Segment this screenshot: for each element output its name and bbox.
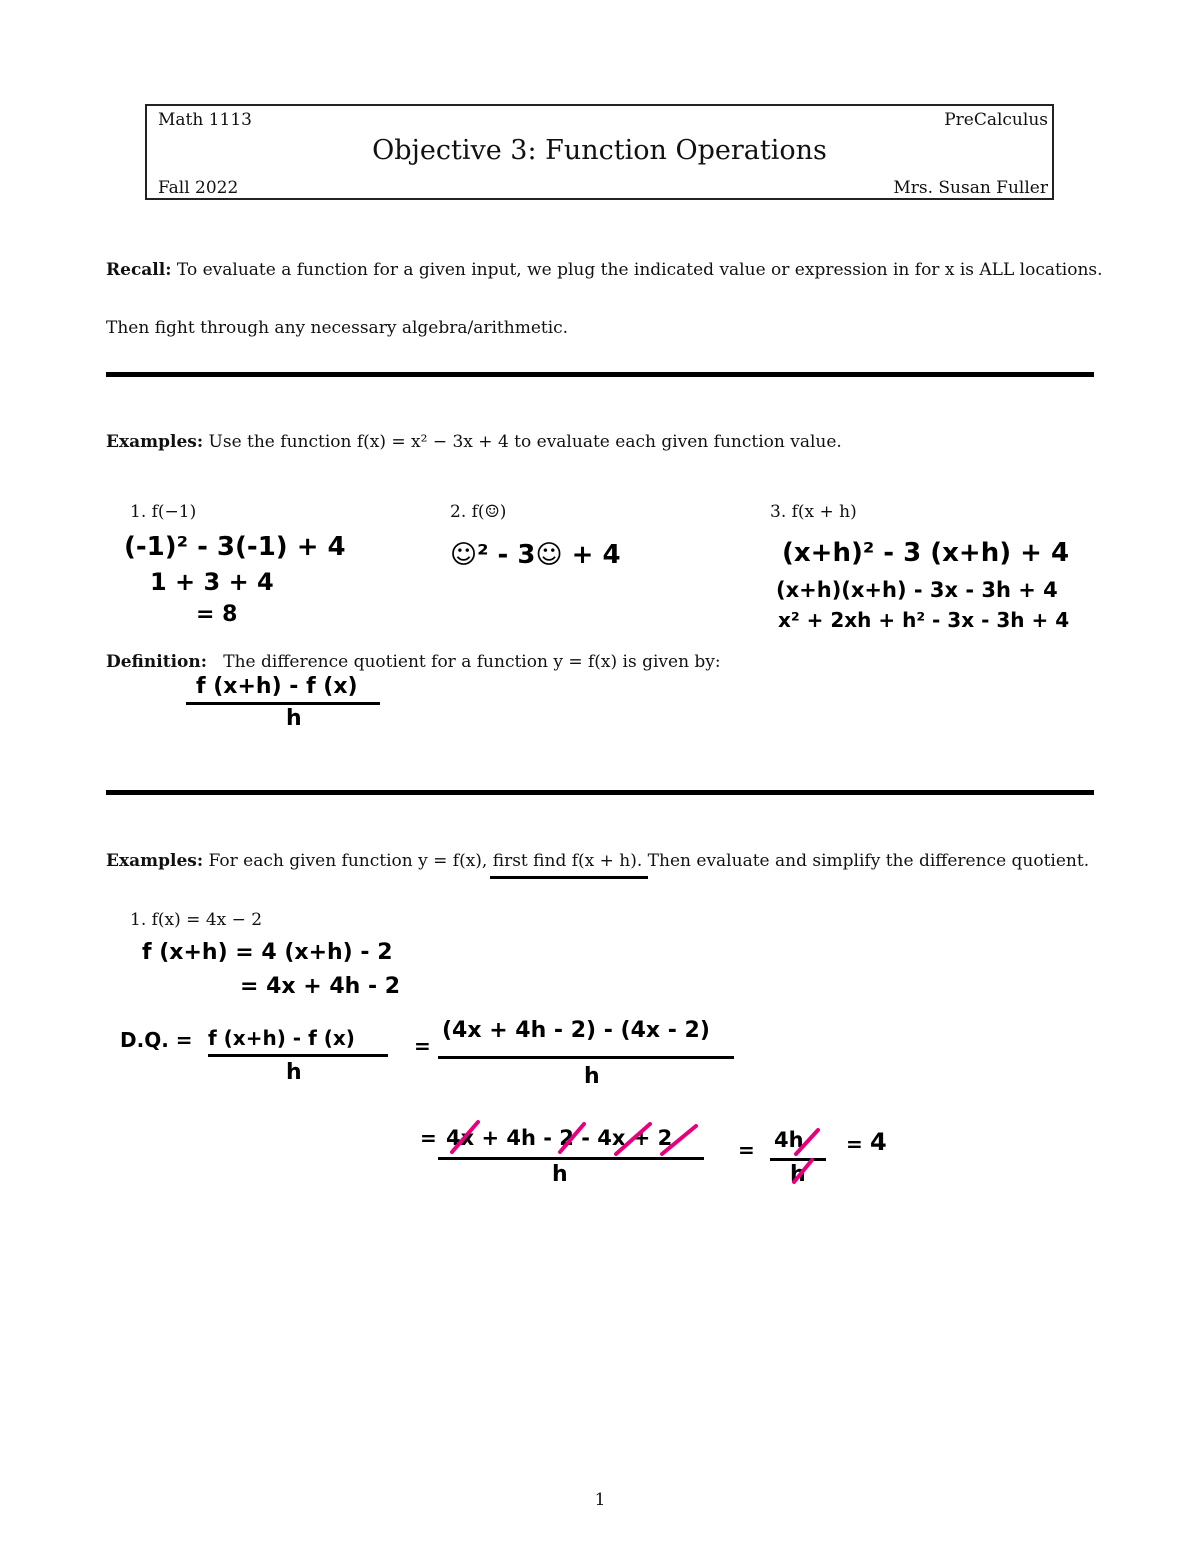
examples2-label: Examples:: [106, 851, 204, 871]
examples-label: Examples:: [106, 432, 204, 452]
example-3-work-line-2: (x+h)(x+h) - 3x - 3h + 4: [776, 578, 1058, 602]
work-line-1: f (x+h) = 4 (x+h) - 2: [142, 940, 393, 965]
dq-denominator: h: [286, 1060, 302, 1085]
example-3-label: 3. f(x + h): [770, 502, 857, 522]
example2-problem: 1. f(x) = 4x − 2: [130, 910, 263, 930]
term-label: Fall 2022: [158, 178, 239, 198]
definition-label: Definition:: [106, 652, 208, 672]
example-3-work-line-1: (x+h)² - 3 (x+h) + 4: [782, 538, 1070, 568]
dq-label: D.Q. =: [120, 1028, 193, 1052]
simplify-numerator: 4x + 4h - 2 - 4x + 2: [446, 1126, 673, 1150]
course-label: Math 1113: [158, 110, 252, 130]
examples2-text-after: Then evaluate and simplify the difference quotient.: [642, 851, 1090, 871]
expand-numerator: (4x + 4h - 2) - (4x - 2): [442, 1018, 710, 1043]
example-2-label: 2. f(☺): [450, 502, 507, 522]
cancel-mark-3: [616, 1124, 650, 1154]
definition-denominator: h: [286, 706, 302, 731]
simplify-denominator: h: [552, 1162, 568, 1187]
final-numerator: 4h: [774, 1128, 804, 1152]
definition-numerator: f (x+h) - f (x): [196, 674, 358, 699]
instructor-label: Mrs. Susan Fuller: [893, 178, 1048, 198]
example-1-work-line-3: = 8: [196, 602, 238, 627]
cancel-mark-6: [794, 1160, 812, 1182]
cancel-mark-4: [662, 1126, 696, 1154]
final-result: 4: [870, 1128, 887, 1156]
equals-2: =: [420, 1126, 437, 1150]
example-1-label: 1. f(−1): [130, 502, 197, 522]
work-line-2: = 4x + 4h - 2: [240, 974, 401, 999]
expand-denominator: h: [584, 1064, 600, 1089]
page-title: Objective 3: Function Operations: [372, 135, 827, 166]
example-2-work-line-1: ☺² - 3☺ + 4: [450, 540, 621, 570]
example-3-work-line-3: x² + 2xh + h² - 3x - 3h + 4: [778, 608, 1070, 632]
recall-text: To evaluate a function for a given input, we plug the indicated value or expression in for x is ALL locations.: [176, 260, 1103, 280]
examples2-text-underlined: first find f(x + h).: [492, 851, 643, 871]
equals-3: =: [738, 1138, 755, 1162]
page-number: 1: [594, 1490, 606, 1510]
example-1-work-line-2: 1 + 3 + 4: [150, 568, 274, 596]
equals-4: =: [846, 1132, 863, 1156]
subject-label: PreCalculus: [944, 110, 1048, 130]
cancel-mark-2: [560, 1124, 584, 1152]
examples-text: Use the function f(x) = x² − 3x + 4 to evaluate each given function value.: [208, 432, 842, 452]
example-1-work-line-1: (-1)² - 3(-1) + 4: [124, 532, 346, 562]
final-denominator: h: [790, 1162, 806, 1187]
cancel-mark-5: [796, 1130, 818, 1154]
cancel-mark-1: [452, 1122, 478, 1152]
dq-numerator: f (x+h) - f (x): [208, 1026, 355, 1050]
definition-text: The difference quotient for a function y = f(x) is given by:: [223, 652, 721, 672]
recall-text-2: Then fight through any necessary algebra/arithmetic.: [106, 318, 569, 338]
examples2-text-before: For each given function y = f(x),: [208, 851, 493, 871]
recall-label: Recall:: [106, 260, 172, 280]
equals-1: =: [414, 1034, 431, 1058]
